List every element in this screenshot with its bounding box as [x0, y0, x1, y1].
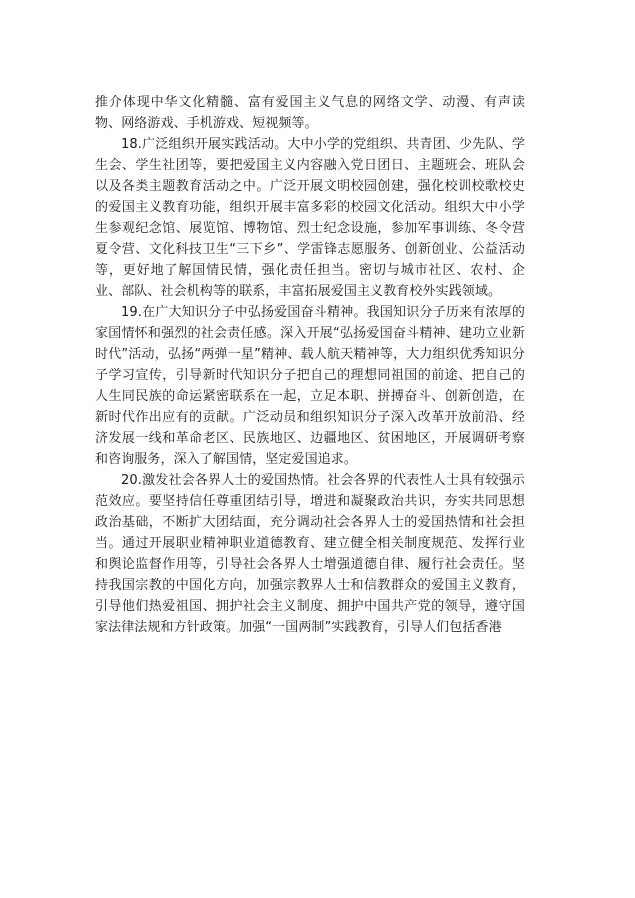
paragraph-20-all-sectors: 20.激发社会各界人士的爱国热情。社会各界的代表性人士具有较强示范效应。要坚持信任尊重团结引导，增进和凝聚政治共识，夯实共同思想政治基础，不断扩大团结面，充分调动社会各界人士的爱国热情和社会担当。通过开展职业精神职业道德教育、建立健全相关制度规范、发挥行业和舆论监督作用等，引导社会各界人士增强道德自律、履行社会责任。坚持我国宗教的中国化方向，加强宗教界人士和信教群众的爱国主义教育，引导他们热爱祖国、拥护社会主义制度、拥护中国共产党的领导，遵守国家法律法规和方针政策。加强“一国两制”实践教育，引导人们包括香港 [95, 473, 525, 635]
paragraph-19-intellectuals: 19.在广大知识分子中弘扬爱国奋斗精神。我国知识分子历来有浓厚的家国情怀和强烈的社会责任感。深入开展“弘扬爱国奋斗精神、建功立业新时代”活动，弘扬“两弹一星”精神、载人航天精神等，大力组织优秀知识分子学习宣传，引导新时代知识分子把自己的理想同祖国的前途、把自己的人生同民族的命运紧密联系在一起，立足本职、拼搏奋斗、创新创造，在新时代作出应有的贡献。广泛动员和组织知识分子深入改革开放前沿、经济发展一线和革命老区、民族地区、边疆地区、贫困地区，开展调研考察和咨询服务，深入了解国情，坚定爱国追求。 [95, 305, 525, 467]
paragraph-continuation: 推介体现中华文化精髓、富有爱国主义气息的网络文学、动漫、有声读物、网络游戏、手机游戏、短视频等。 [95, 95, 525, 131]
document-page [95, 92, 525, 638]
paragraph-18-practice-activities: 18.广泛组织开展实践活动。大中小学的党组织、共青团、少先队、学生会、学生社团等，要把爱国主义内容融入党日团日、主题班会、班队会以及各类主题教育活动之中。广泛开展文明校园创建，强化校训校歌校史的爱国主义教育功能，组织开展丰富多彩的校园文化活动。组织大中小学生参观纪念馆、展览馆、博物馆、烈士纪念设施，参加军事训练、冬令营夏令营、文化科技卫生“三下乡”、学雷锋志愿服务、创新创业、公益活动等，更好地了解国情民情，强化责任担当。密切与城市社区、农村、企业、部队、社会机构等的联系，丰富拓展爱国主义教育校外实践领域。 [95, 137, 525, 299]
